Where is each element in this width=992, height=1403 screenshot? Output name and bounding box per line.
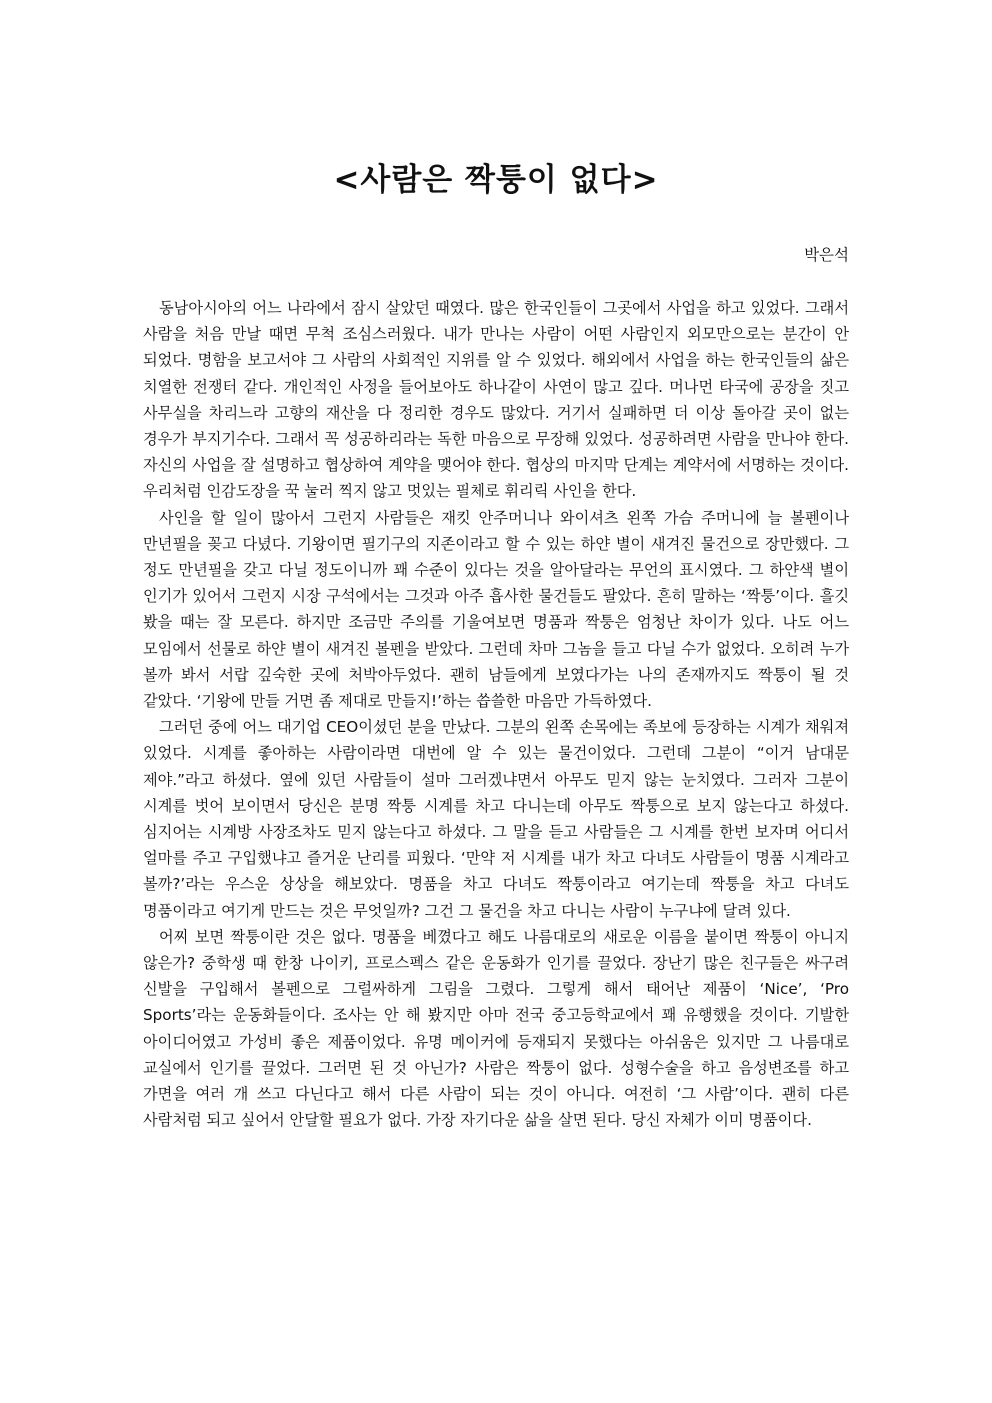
paragraph: 동남아시아의 어느 나라에서 잠시 살았던 때였다. 많은 한국인들이 그곳에서 사업을 하고 있었다. 그래서 사람을 처음 만날 때면 무척 조심스러웠다. 내가 만나는 사람이 어떤 사람인지 외모만으로는 분간이 안 되었다. 명함을 보고서야 그 사람의 사회적인 지위를 알 수 있었다. 해외에서 사업을 하는 한국인들의 삶은 치열한 전쟁터 같다. 개인적인 사정을 들어보아도 하나같이 사연이 많고 깊다. 머나먼 타국에 공장을 짓고 사무실을 차리느라 고향의 재산을 다 정리한 경우도 많았다. 거기서 실패하면 더 이상 돌아갈 곳이 없는 경우가 부지기수다. 그래서 꼭 성공하리라는 독한 마음으로 무장해 있었다. 성공하려면 사람을 만나야 한다. 자신의 사업을 잘 설명하고 협상하여 계약을 맺어야 한다. 협상의 마지막 단계는 계약서에 서명하는 것이다. 우리처럼 인감도장을 꾹 눌러 찍지 않고 멋있는 필체로 휘리릭 사인을 한다. [143,299,849,501]
paragraph: 사인을 할 일이 많아서 그런지 사람들은 재킷 안주머니나 와이셔츠 왼쪽 가슴 주머니에 늘 볼펜이나 만년필을 꽂고 다녔다. 기왕이면 필기구의 지존이라고 할 수 있는 하얀 별이 새겨진 물건으로 장만했다. 그 정도 만년필을 갖고 다닐 정도이니까 꽤 수준이 있다는 것을 알아달라는 무언의 표시였다. 그 하얀색 별이 인기가 있어서 그런지 시장 구석에서는 그것과 아주 흡사한 물건들도 팔았다. 흔히 말하는 ‘짝퉁’이다. 흘깃 봤을 때는 잘 모른다. 하지만 조금만 주의를 기울여보면 명품과 짝퉁은 엄청난 차이가 있다. 나도 어느 모임에서 선물로 하얀 별이 새겨진 볼펜을 받았다. 그런데 차마 그놈을 들고 다닐 수가 없었다. 오히려 누가 볼까 봐서 서랍 깊숙한 곳에 처박아두었다. 괜히 남들에게 보였다가는 나의 존재까지도 짝퉁이 될 것 같았다. ‘기왕에 만들 거면 좀 제대로 만들지!’하는 씁쓸한 마음만 가득하였다. [143,508,849,711]
paragraph: 그러던 중에 어느 대기업 CEO이셨던 분을 만났다. 그분의 왼쪽 손목에는 족보에 등장하는 시계가 채워져 있었다. 시계를 좋아하는 사람이라면 대번에 알 수 있는 물건이었다. 그런데 그분이 “이거 남대문 제야.”라고 하셨다. 옆에 있던 사람들이 설마 그러겠냐면서 아무도 믿지 않는 눈치였다. 그러자 그분이 시계를 벗어 보이면서 당신은 분명 짝퉁 시계를 차고 다니는데 아무도 짝퉁으로 보지 않는다고 하셨다. 심지어는 시계방 사장조차도 믿지 않는다고 하셨다. 그 말을 듣고 사람들은 그 시계를 한번 보자며 어디서 얼마를 주고 구입했냐고 즐거운 난리를 피웠다. ‘만약 저 시계를 내가 차고 다녀도 사람들이 명품 시계라고 볼까?’라는 우스운 상상을 해보았다. 명품을 차고 다녀도 짝퉁이라고 여기는데 짝퉁을 차고 다녀도 명품이라고 여기게 만드는 것은 무엇일까? 그건 그 물건을 차고 다니는 사람이 누구냐에 달려 있다. [143,718,849,920]
essay-title: <사람은 짝퉁이 없다> [333,162,659,198]
paragraph: 어찌 보면 짝퉁이란 것은 없다. 명품을 베꼈다고 해도 나름대로의 새로운 이름을 붙이면 짝퉁이 아니지 않은가? 중학생 때 한창 나이키, 프로스펙스 같은 운동화가 인기를 끌었다. 장난기 많은 친구들은 싸구려 신발을 구입해서 볼펜으로 그럴싸하게 그림을 그렸다. 그렇게 해서 태어난 제품이 ‘Nice’, ‘Pro Sports’라는 운동화들이다. 조사는 안 해 봤지만 아마 전국 중고등학교에서 꽤 유행했을 것이다. 기발한 아이디어였고 가성비 좋은 제품이었다. 유명 메이커에 등재되지 못했다는 아쉬움은 있지만 그 나름대로 교실에서 인기를 끌었다. 그러면 된 것 아닌가? 사람은 짝퉁이 없다. 성형수술을 하고 음성변조를 하고 가면을 여러 개 쓰고 다닌다고 해서 다른 사람이 되는 것이 아니다. 여전히 ‘그 사람’이다. 괜히 다른 사람처럼 되고 싶어서 안달할 필요가 없다. 가장 자기다운 삶을 살면 된다. 당신 자체가 이미 명품이다. [143,927,849,1130]
author-name: 박은석 [804,246,849,264]
essay-body [143,295,849,1134]
